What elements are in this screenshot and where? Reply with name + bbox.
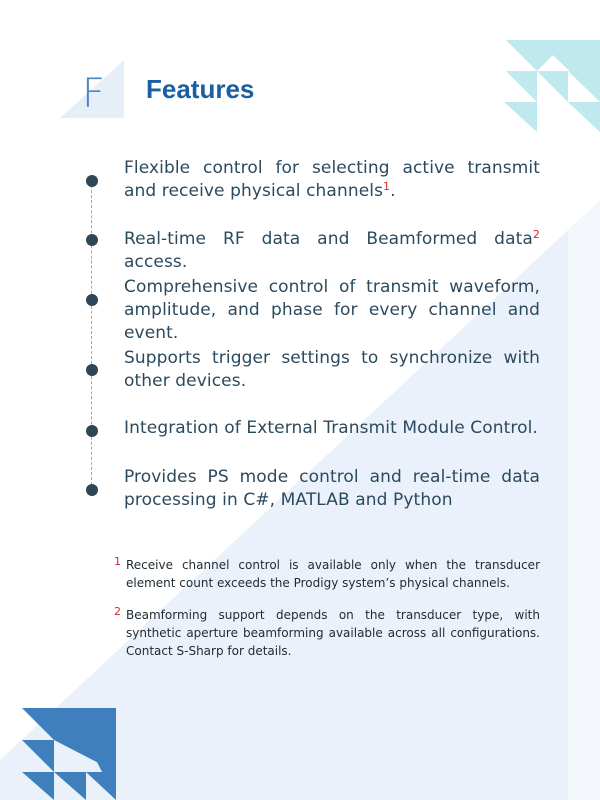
feature-text: Real-time RF data and Beamformed data xyxy=(124,229,533,249)
footnote xyxy=(114,556,540,592)
feature-timeline-line xyxy=(91,180,92,490)
background-right-band xyxy=(568,200,600,800)
feature-item xyxy=(124,228,540,274)
page-title: Features xyxy=(146,74,255,104)
timeline-dot xyxy=(86,364,98,376)
timeline-dot xyxy=(86,175,98,187)
timeline-dot xyxy=(86,484,98,496)
feature-item xyxy=(124,347,540,393)
feature-item xyxy=(124,466,540,512)
footnote xyxy=(114,606,540,660)
footnote-mark: 2 xyxy=(114,605,121,618)
footnote-text: Receive channel control is available only when the transducer element count exceeds the Prodigy system’s physical channels. xyxy=(126,558,540,590)
feature-text: Flexible control for selecting active transmit and receive physical channels xyxy=(124,158,540,201)
feature-item xyxy=(124,157,540,203)
footnote-reference: 1 xyxy=(383,180,391,193)
timeline-dot xyxy=(86,294,98,306)
timeline-dot xyxy=(86,234,98,246)
feature-text: Provides PS mode control and real-time data processing in C#, MATLAB and Python xyxy=(124,467,540,510)
top-right-triangle-pattern xyxy=(504,40,600,132)
footnote-mark: 1 xyxy=(114,555,121,568)
feature-text: Comprehensive control of transmit waveform, amplitude, and phase for every channel and event. xyxy=(124,277,540,343)
feature-text-suffix: access. xyxy=(124,252,188,272)
section-header xyxy=(60,60,320,120)
section-letter: F xyxy=(82,71,106,117)
feature-text: Integration of External Transmit Module Control. xyxy=(124,418,538,438)
timeline-dot xyxy=(86,425,98,437)
footnote-text: Beamforming support depends on the transducer type, with synthetic aperture beamforming available across all configurations. Contact S-Sharp for details. xyxy=(126,608,540,658)
feature-text: Supports trigger settings to synchronize with other devices. xyxy=(124,348,540,391)
feature-text-suffix: . xyxy=(390,181,396,201)
footnote-reference: 2 xyxy=(532,228,540,241)
feature-item xyxy=(124,276,540,345)
feature-item xyxy=(124,417,540,440)
